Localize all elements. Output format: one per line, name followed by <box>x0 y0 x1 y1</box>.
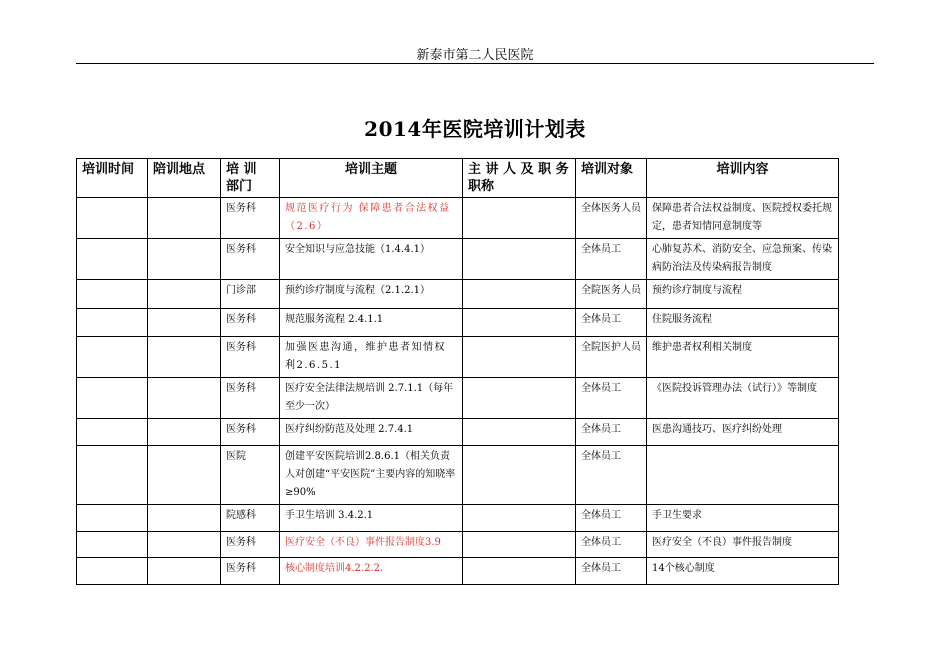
speaker-cell <box>463 280 576 309</box>
location-cell <box>148 446 221 505</box>
topic-cell: 医疗纠纷防范及处理 2.7.4.1 <box>280 419 463 446</box>
header-rule <box>76 63 874 64</box>
table-row <box>77 309 839 337</box>
topic-cell: 预约诊疗制度与流程（2.1.2.1） <box>280 280 463 309</box>
table-row <box>77 239 839 280</box>
content-cell: 医患沟通技巧、医疗纠纷处理 <box>647 419 839 446</box>
table-row <box>77 532 839 558</box>
speaker-cell <box>463 532 576 558</box>
audience-cell: 全体员工 <box>576 446 647 505</box>
time-cell <box>77 239 148 280</box>
speaker-cell <box>463 309 576 337</box>
content-cell: 维护患者权利相关制度 <box>647 337 839 378</box>
content-cell: 《医院投诉管理办法（试行）》等制度 <box>647 378 839 419</box>
department-cell: 医务科 <box>221 198 280 239</box>
location-cell <box>148 309 221 337</box>
location-cell <box>148 239 221 280</box>
column-header: 培训主题 <box>280 159 463 198</box>
document-title: 2014年医院培训计划表 <box>364 117 586 141</box>
department-cell: 医务科 <box>221 419 280 446</box>
time-cell <box>77 337 148 378</box>
content-cell <box>647 446 839 505</box>
table-row <box>77 378 839 419</box>
speaker-cell <box>463 337 576 378</box>
content-cell: 医疗安全（不良）事件报告制度 <box>647 532 839 558</box>
table-row <box>77 505 839 532</box>
department-cell: 医务科 <box>221 558 280 585</box>
column-header: 培训时间 <box>77 159 148 198</box>
column-header: 主 讲 人 及 职 务 职称 <box>463 159 576 198</box>
audience-cell: 全院医护人员 <box>576 337 647 378</box>
column-header: 培训内容 <box>647 159 839 198</box>
speaker-cell <box>463 239 576 280</box>
topic-cell: 加强医患沟通，维护患者知情权利2.6.5.1 <box>280 337 463 378</box>
topic-cell: 医疗安全法律法规培训 2.7.1.1（每年至少一次） <box>280 378 463 419</box>
department-cell: 医务科 <box>221 532 280 558</box>
content-cell: 心肺复苏术、消防安全、应急预案、传染病防治法及传染病报告制度 <box>647 239 839 280</box>
speaker-cell <box>463 198 576 239</box>
time-cell <box>77 446 148 505</box>
department-cell: 院感科 <box>221 505 280 532</box>
table-row <box>77 280 839 309</box>
topic-cell: 规范服务流程 2.4.1.1 <box>280 309 463 337</box>
time-cell <box>77 558 148 585</box>
topic-cell: 医疗安全（不良）事件报告制度3.9 <box>280 532 463 558</box>
table-row <box>77 337 839 378</box>
department-cell: 医务科 <box>221 378 280 419</box>
location-cell <box>148 532 221 558</box>
location-cell <box>148 505 221 532</box>
topic-cell: 手卫生培训 3.4.2.1 <box>280 505 463 532</box>
audience-cell: 全体员工 <box>576 419 647 446</box>
topic-cell: 安全知识与应急技能（1.4.4.1） <box>280 239 463 280</box>
time-cell <box>77 378 148 419</box>
topic-cell: 核心制度培训4.2.2.2. <box>280 558 463 585</box>
table-row <box>77 558 839 585</box>
audience-cell: 全体员工 <box>576 309 647 337</box>
content-cell: 保障患者合法权益制度、医院授权委托规定，患者知情同意制度等 <box>647 198 839 239</box>
content-cell: 住院服务流程 <box>647 309 839 337</box>
column-header: 培训对象 <box>576 159 647 198</box>
location-cell <box>148 280 221 309</box>
audience-cell: 全体员工 <box>576 532 647 558</box>
topic-cell: 规范医疗行为 保障患者合法权益（2.6） <box>280 198 463 239</box>
speaker-cell <box>463 378 576 419</box>
table-row <box>77 419 839 446</box>
time-cell <box>77 198 148 239</box>
time-cell <box>77 280 148 309</box>
department-cell: 医务科 <box>221 337 280 378</box>
time-cell <box>77 505 148 532</box>
audience-cell: 全体员工 <box>576 558 647 585</box>
department-cell: 医务科 <box>221 309 280 337</box>
table-header-row <box>77 159 839 198</box>
table-row <box>77 446 839 505</box>
location-cell <box>148 558 221 585</box>
department-cell: 医务科 <box>221 239 280 280</box>
audience-cell: 全体医务人员 <box>576 198 647 239</box>
location-cell <box>148 378 221 419</box>
audience-cell: 全体员工 <box>576 378 647 419</box>
content-cell: 预约诊疗制度与流程 <box>647 280 839 309</box>
department-cell: 门诊部 <box>221 280 280 309</box>
training-plan-table <box>76 158 839 585</box>
speaker-cell <box>463 558 576 585</box>
content-cell: 14个核心制度 <box>647 558 839 585</box>
column-header: 培 训 部门 <box>221 159 280 198</box>
page-header: 新泰市第二人民医院 <box>416 48 534 63</box>
column-header: 陪训地点 <box>148 159 221 198</box>
content-cell: 手卫生要求 <box>647 505 839 532</box>
speaker-cell <box>463 446 576 505</box>
audience-cell: 全体员工 <box>576 239 647 280</box>
location-cell <box>148 337 221 378</box>
table-row <box>77 198 839 239</box>
audience-cell: 全体员工 <box>576 505 647 532</box>
topic-cell: 创建平安医院培训2.8.6.1（相关负责人对创建“平安医院”主要内容的知晓率≥90% <box>280 446 463 505</box>
time-cell <box>77 309 148 337</box>
location-cell <box>148 419 221 446</box>
time-cell <box>77 419 148 446</box>
time-cell <box>77 532 148 558</box>
speaker-cell <box>463 505 576 532</box>
audience-cell: 全院医务人员 <box>576 280 647 309</box>
speaker-cell <box>463 419 576 446</box>
location-cell <box>148 198 221 239</box>
department-cell: 医院 <box>221 446 280 505</box>
